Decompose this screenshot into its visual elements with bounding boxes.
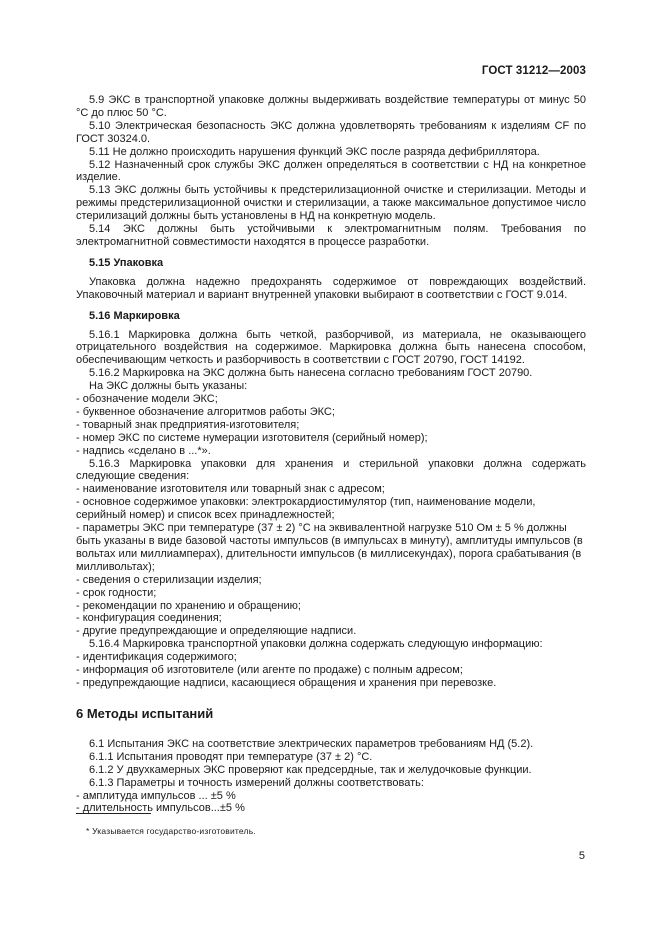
- clause-6-1: 6.1 Испытания ЭКС на соответствие электрических параметров требованиям НД (5.2).: [89, 737, 534, 750]
- page-number: 5: [578, 850, 585, 862]
- footnote: * Указывается государство-изготовитель.: [86, 826, 256, 836]
- clause-5-16-4: 5.16.4 Маркировка транспортной упаковки должна содержать следующую информацию:: [89, 638, 543, 651]
- document-code: ГОСТ 31212—2003: [481, 65, 586, 77]
- clause-5-12: 5.12 Назначенный срок службы ЭКС должен определяться в соответствии с НД на конкретное изделие.: [76, 158, 586, 184]
- list-item: - номер ЭКС по системе нумерации изготовителя (серийный номер);: [76, 431, 428, 444]
- clause-5-15-text: Упаковка должна надежно предохранять содержимое от повреждающих воздействий. Упаковочный материал и вариант внутренней упаковки выбирают в соответствии с ГОСТ 9.014.: [76, 275, 586, 301]
- list-item: - основное содержимое упаковки: электрокардиостимулятор (тип, наименование модели, серийный номер) и список всех принадлежностей;: [76, 496, 536, 522]
- clause-5-16-2: 5.16.2 Маркировка на ЭКС должна быть нанесена согласно требованиям ГОСТ 20790.: [89, 367, 533, 380]
- heading-5-16: 5.16 Маркировка: [89, 309, 180, 322]
- list-item: - товарный знак предприятия-изготовителя;: [76, 418, 300, 431]
- footnote-separator: [76, 813, 151, 814]
- list-item: - длительность импульсов...±5 %: [76, 802, 245, 815]
- marking-intro: На ЭКС должны быть указаны:: [89, 380, 248, 393]
- list-item: - сведения о стерилизации изделия;: [76, 573, 262, 586]
- clause-5-16-3: 5.16.3 Маркировка упаковки для хранения и стерильной упаковки должна содержать следующие сведения:: [76, 457, 586, 483]
- list-item: - идентификация содержимого;: [76, 651, 237, 664]
- list-item: - информация об изготовителе (или агенте по продаже) с полным адресом;: [76, 664, 463, 677]
- section-6-title: 6 Методы испытаний: [76, 705, 214, 721]
- list-item: - другие предупреждающие и определяющие надписи.: [76, 625, 357, 638]
- list-item: - параметры ЭКС при температуре (37 ± 2) °С на эквивалентной нагрузке 510 Ом ± 5 % должны быть указаны в виде базовой частоты импульсов (в импульсах в минуту), амплитуды импульсов (в вольтах или миллиамперах), длительности импульсов (в миллисекундах), порога срабатывания (в милливольтах);: [76, 522, 583, 573]
- clause-5-13: 5.13 ЭКС должны быть устойчивы к предстерилизационной очистке и стерилизации. Методы и режимы предстерилизационной очистки и стерилизации, а также максимальное допустимое число стерилизаций должны быть установлены в НД на конкретную модель.: [76, 184, 586, 223]
- clause-5-11: 5.11 Не должно происходить нарушения функций ЭКС после разряда дефибриллятора.: [89, 145, 540, 158]
- list-item: - надпись «сделано в ...*».: [76, 444, 211, 457]
- list-item: - срок годности;: [76, 586, 157, 599]
- list-item: - предупреждающие надписи, касающиеся обращения и хранения при перевозке.: [76, 676, 497, 689]
- list-item: - наименование изготовителя или товарный знак с адресом;: [76, 483, 385, 496]
- list-item: - конфигурация соединения;: [76, 612, 222, 625]
- clause-5-16-1: 5.16.1 Маркировка должна быть четкой, разборчивой, из материала, не оказывающего отрицательного воздействия на содержимое. Маркировка должна быть нанесена способом, обеспечивающим четкость и разборчивость в соответствии с ГОСТ 20790, ГОСТ 14192.: [76, 328, 586, 367]
- clause-6-1-3: 6.1.3 Параметры и точность измерений должны соответствовать:: [89, 776, 424, 789]
- list-item: - буквенное обозначение алгоритмов работы ЭКС;: [76, 405, 335, 418]
- clause-5-10: 5.10 Электрическая безопасность ЭКС должна удовлетворять требованиям к изделиям CF по ГОСТ 30324.0.: [76, 119, 586, 145]
- list-item: - обозначение модели ЭКС;: [76, 393, 218, 406]
- list-item: - рекомендации по хранению и обращению;: [76, 599, 301, 612]
- list-item: - амплитуда импульсов ... ±5 %: [76, 789, 236, 802]
- clause-5-9: 5.9 ЭКС в транспортной упаковке должны выдерживать воздействие температуры от минус 50 °С до плюс 50 °С.: [76, 94, 586, 119]
- clause-5-14: 5.14 ЭКС должны быть устойчивыми к электромагнитным полям. Требования по электромагнитной совместимости находятся в процессе разработки.: [76, 223, 586, 248]
- page-body: [76, 94, 586, 815]
- heading-5-15: 5.15 Упаковка: [89, 256, 164, 269]
- clause-6-1-1: 6.1.1 Испытания проводят при температуре (37 ± 2) °С.: [89, 750, 373, 763]
- clause-6-1-2: 6.1.2 У двухкамерных ЭКС проверяют как предсердные, так и желудочковые функции.: [89, 763, 532, 776]
